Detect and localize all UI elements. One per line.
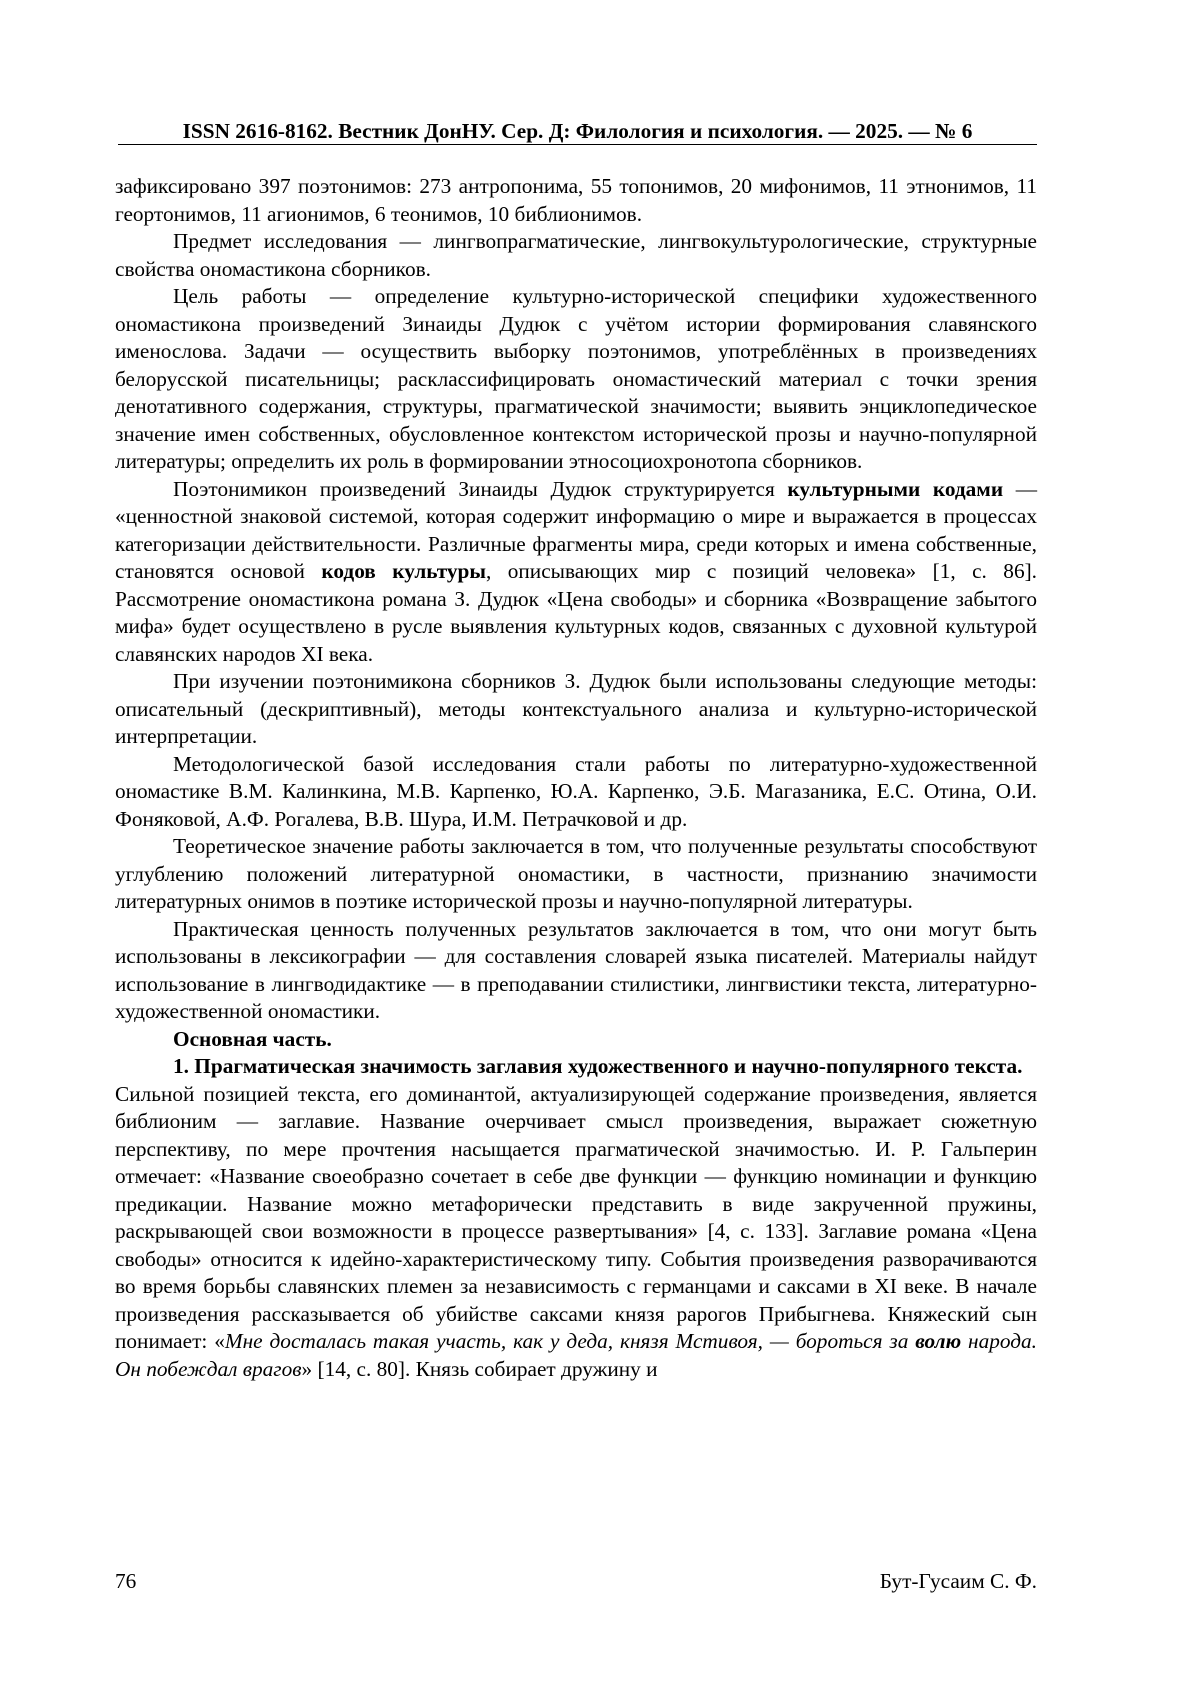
text-run: , описывающих мир с позиций человека» [1, с. 86]. Рассмотрение ономастикона романа З. Дудюк «Цена свободы» и сборника «Возвращение забытого мифа» будет осуществлено в русле выявления культурных кодов, связанных с духовной культурой славянских народов XI века.	[115, 559, 1038, 666]
quote-italic: Мне досталась такая участь, как у деда, князя Мстивоя, — бороться за	[224, 1329, 916, 1353]
text-run: » [14, с. 80]. Князь собирает дружину и	[301, 1356, 658, 1381]
article-body	[115, 173, 1037, 1383]
running-header: ISSN 2616-8162. Вестник ДонНУ. Сер. Д: Филология и психология. — 2025. — № 6	[182, 119, 973, 143]
paragraph-continuation: зафиксировано 397 поэтонимов: 273 антропонима, 55 топонимов, 20 мифонимов, 11 этнонимов, 11 геортонимов, 11 агионимов, 6 теонимов, 10 библионимов.	[115, 174, 1037, 226]
paragraph-methodology: Методологической базой исследования стали работы по литературно-художественной ономастике В.М. Калинкина, М.В. Карпенко, Ю.А. Карпенко, Э.Б. Магазаника, Е.С. Отина, О.И. Фоняковой, А.Ф. Рогалева, В.В. Шура, И.М. Петрачковой и др.	[115, 751, 1037, 831]
paragraph-subject: Предмет исследования — лингвопрагматические, лингвокультурологические, структурные свойства ономастикона сборников.	[115, 229, 1037, 281]
paragraph-practical-value: Практическая ценность полученных результатов заключается в том, что они могут быть использованы в лексикографии — для составления словарей языка писателей. Материалы найдут использование в лингводидактике — в преподавании стилистики, лингвистики текста, литературно-художественной ономастики.	[115, 916, 1037, 1023]
header-rule	[118, 144, 1037, 145]
paragraph-title-significance	[115, 1081, 1037, 1384]
page-author: Бут-Гусаим С. Ф.	[879, 1569, 1037, 1593]
text-run: Поэтонимикон произведений Зинаиды Дудюк структурируется	[173, 476, 788, 501]
paragraph-cultural-codes	[115, 476, 1037, 669]
paragraph-theoretical-value: Теоретическое значение работы заключается в том, что полученные результаты способствуют углублению положений литературной ономастики, в частности, признанию значимости литературных онимов в поэтике исторической прозы и научно-популярной литературы.	[115, 834, 1037, 913]
text-run: — «ценностной знаковой системой, которая содержит информацию о мире и выражается в процессах категоризации действительности. Различные фрагменты мира, среди которых и имена собственные, становятся основой	[115, 476, 1037, 583]
section-heading-main: Основная часть.	[173, 1026, 332, 1051]
bold-term-culture-codes: кодов культуры	[321, 559, 487, 583]
paragraph-methods: При изучении поэтонимикона сборников З. Дудюк были использованы следующие методы: описательный (дескриптивный), методы контекстуального анализа и культурно-исторической интерпретации.	[115, 669, 1037, 748]
quote-bold-italic-word: волю	[915, 1329, 962, 1353]
paragraph-goal: Цель работы — определение культурно-исторической специфики художественного ономастикона произведений Зинаиды Дудюк с учётом истории формирования славянского именослова. Задачи — осуществить выборку поэтонимов, употреблённых в произведениях белорусской писательницы; расклассифицировать ономастический материал с точки зрения денотативного содержания, структуры, прагматической значимости; выявить энциклопедическое значение имен собственных, обусловленное контекстом исторической прозы и научно-популярной литературы; определить их роль в формировании этносоциохронотопа сборников.	[115, 284, 1037, 473]
section-heading-1: 1. Прагматическая значимость заглавия художественного и научно-популярного текста.	[173, 1054, 1023, 1078]
text-run: Сильной позицией текста, его доминантой, актуализирующей содержание произведения, является библионим — заглавие. Название очерчивает смысл произведения, выражает сюжетную перспективу, по мере прочтения насыщается прагматической значимостью. И. Р. Гальперин отмечает: «Название своеобразно сочетает в себе две функции — функцию номинации и функцию предикации. Название можно метафорически представить в виде закрученной пружины, раскрывающей свои возможности в процессе развертывания» [4, с. 133]. Заглавие романа «Цена свободы» относится к идейно-характеристическому типу. События произведения разворачиваются во время борьбы славянских племен за независимость с германцами и саксами в XI веке. В начале произведения рассказывается об убийстве саксами князя рарогов Прибыгнева. Княжеский сын понимает: «	[115, 1081, 1037, 1353]
quote-italic: народа. Он побеждал врагов	[115, 1329, 1037, 1381]
bold-term-cultural-codes: культурными кодами	[787, 476, 1004, 501]
page-number: 76	[115, 1569, 137, 1593]
